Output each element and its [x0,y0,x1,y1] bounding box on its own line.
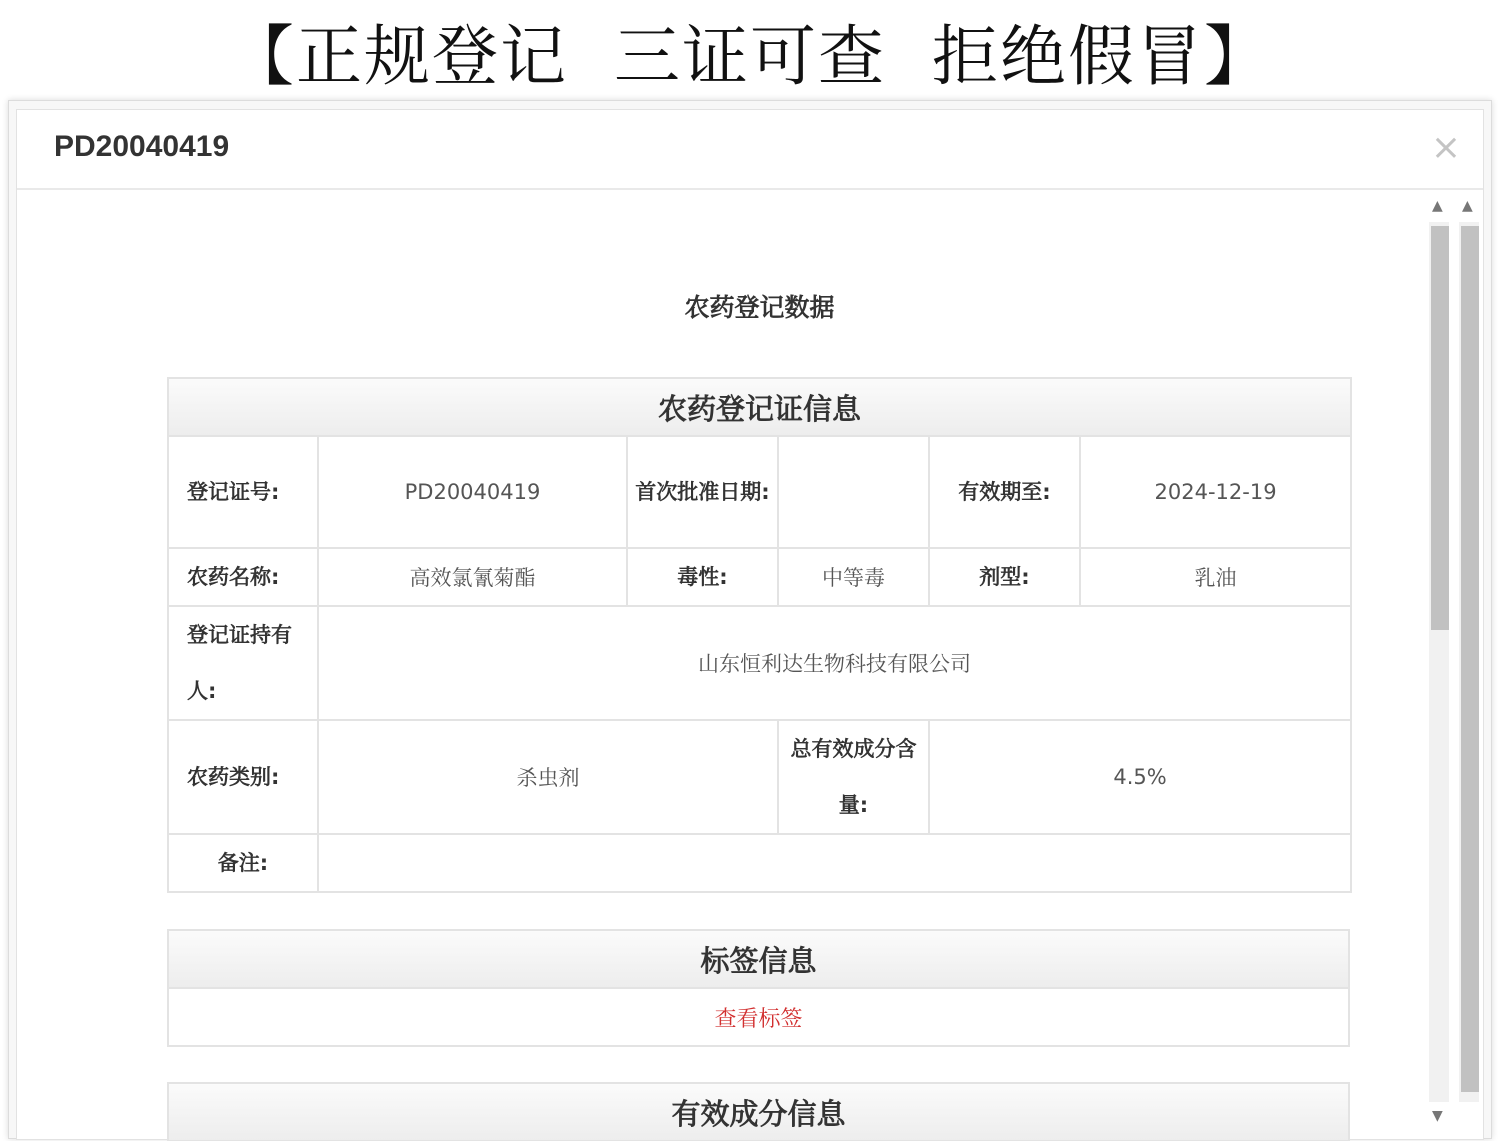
ingredients-section-title: 有效成分信息 [169,1084,1348,1141]
name-label: 农药名称: [168,548,318,606]
promo-banner [0,0,1500,100]
label-info-section [167,929,1350,1047]
label-section-body [169,989,1348,1045]
scroll-down-icon[interactable]: ▼ [1432,1108,1443,1124]
banner-text: 【正规登记 三证可查 拒绝假冒】 [228,17,1272,95]
first-approval-value [778,436,929,548]
toxicity-label: 毒性: [627,548,778,606]
scroll-up-icon[interactable]: ▲ [1432,198,1443,214]
inner-scrollbar[interactable] [1426,192,1452,1137]
outer-scroll-up-icon[interactable]: ▲ [1462,198,1473,214]
remarks-value [318,834,1351,892]
content-label: 总有效成分含量: [778,720,929,834]
outer-scrollbar[interactable] [1456,192,1482,1137]
content-value: 4.5% [929,720,1351,834]
scroll-thumb[interactable] [1431,226,1449,630]
registration-table [167,377,1352,893]
page-title: 农药登记数据 [684,293,835,322]
name-value: 高效氯氰菊酯 [318,548,627,606]
ingredients-section [167,1082,1350,1141]
dialog-header [17,110,1483,190]
label-section-title: 标签信息 [169,931,1348,989]
close-icon[interactable]: × [1430,127,1461,168]
valid-until-value: 2024-12-19 [1080,436,1351,548]
category-label: 农药类别: [168,720,318,834]
holder-value: 山东恒利达生物科技有限公司 [318,606,1351,720]
holder-label: 登记证持有人: [168,606,318,720]
reg-no-label: 登记证号: [168,436,318,548]
view-label-link[interactable]: 查看标签 [714,1006,803,1032]
dialog-frame [16,109,1484,1140]
reg-no-value: PD20040419 [318,436,627,548]
category-value: 杀虫剂 [318,720,778,834]
valid-until-label: 有效期至: [929,436,1080,548]
toxicity-value: 中等毒 [778,548,929,606]
remarks-label: 备注: [168,834,318,892]
outer-scroll-thumb[interactable] [1461,226,1479,1092]
registration-section-title: 农药登记证信息 [168,378,1351,436]
dialog-window [8,100,1492,1139]
formulation-label: 剂型: [929,548,1080,606]
dialog-title: PD20040419 [54,130,230,163]
dialog-content[interactable] [17,192,1417,1141]
first-approval-label: 首次批准日期: [627,436,778,548]
formulation-value: 乳油 [1080,548,1351,606]
